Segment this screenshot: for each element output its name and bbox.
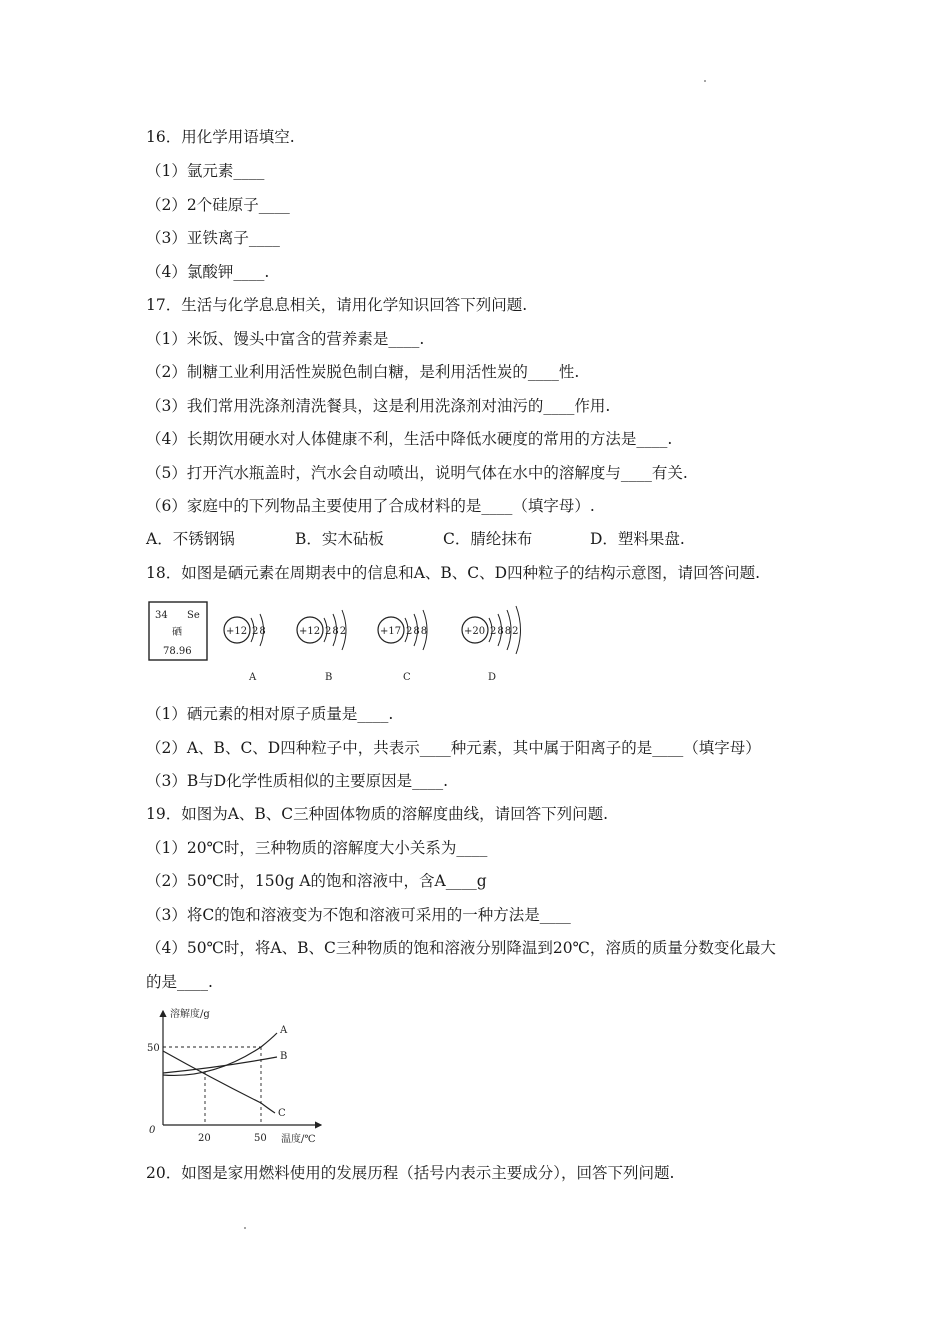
particle-c-label: C	[403, 672, 411, 683]
particle-d-diagram	[462, 606, 521, 683]
q17-option-d: D．塑料果盘.	[590, 530, 685, 548]
q17-item-3: （3）我们常用洗涤剂清洗餐具，这是利用洗涤剂对油污的____作用.	[146, 397, 611, 415]
solubility-curve-figure	[143, 1005, 343, 1145]
element-mass: 78.96	[163, 646, 192, 657]
page-dot-top	[704, 80, 706, 82]
particle-a-shells: 28	[252, 626, 267, 637]
particle-d-shells: 2882	[490, 626, 520, 637]
page-dot-bottom	[244, 1227, 246, 1229]
q19-item-4: （4）50℃时，将A、B、C三种物质的饱和溶液分别降温到20℃，溶质的质量分数变化最大	[146, 939, 776, 957]
particle-a-label: A	[249, 672, 257, 683]
particle-b-shells: 282	[325, 626, 348, 637]
curve-b	[163, 1057, 277, 1073]
q17-item-4: （4）长期饮用硬水对人体健康不利，生活中降低水硬度的常用的方法是____.	[146, 430, 673, 448]
element-number: 34	[155, 610, 168, 621]
q17-option-c: C．腈纶抹布	[443, 530, 533, 548]
q17-item-5: （5）打开汽水瓶盖时，汽水会自动喷出，说明气体在水中的溶解度与____有关.	[146, 464, 688, 482]
q17-item-1: （1）米饭、馒头中富含的营养素是____.	[146, 330, 425, 348]
curve-label-c: C	[278, 1108, 286, 1119]
q17-item-2: （2）制糖工业利用活性炭脱色制白糖，是利用活性炭的____性.	[146, 363, 580, 381]
q16-item-1: （1）氩元素____	[146, 162, 265, 180]
q19-item-2: （2）50℃时，150g A的饱和溶液中，含A____g	[146, 872, 487, 890]
element-name: 硒	[172, 627, 182, 638]
particle-b-label: B	[325, 672, 333, 683]
q17-title: 17．生活与化学息息相关，请用化学知识回答下列问题.	[146, 296, 528, 314]
q17-item-6: （6）家庭中的下列物品主要使用了合成材料的是____（填字母）.	[146, 497, 595, 515]
particle-b-nucleus: +12	[299, 626, 321, 637]
particle-a-nucleus: +12	[226, 626, 248, 637]
q16-title: 16．用化学用语填空.	[146, 128, 295, 146]
curve-label-a: A	[280, 1025, 288, 1036]
q16-item-2: （2）2个硅原子____	[146, 196, 290, 214]
q19-item-1: （1）20℃时，三种物质的溶解度大小关系为____	[146, 839, 488, 857]
curve-label-b: B	[280, 1051, 288, 1062]
q17-option-a: A．不锈钢锅	[146, 530, 235, 548]
q18-item-3: （3）B与D化学性质相似的主要原因是____.	[146, 772, 449, 790]
graph-xlabel: 温度/℃	[281, 1134, 316, 1145]
graph-x-tick-20: 20	[198, 1133, 211, 1144]
element-symbol: Se	[187, 610, 200, 621]
particle-c-nucleus: +17	[380, 626, 402, 637]
q19-item-3: （3）将C的饱和溶液变为不饱和溶液可采用的一种方法是____	[146, 906, 571, 924]
q18-item-2: （2）A、B、C、D四种粒子中，共表示____种元素，其中属于阳离子的是____（填字母）	[146, 739, 761, 757]
q16-item-4: （4）氯酸钾____.	[146, 263, 270, 281]
particle-d-label: D	[488, 672, 497, 683]
particle-d-nucleus: +20	[464, 626, 486, 637]
graph-origin: 0	[149, 1125, 156, 1136]
q16-item-3: （3）亚铁离子____	[146, 229, 280, 247]
particle-c-shells: 288	[406, 626, 429, 637]
graph-y-tick-50: 50	[147, 1043, 160, 1054]
q18-item-1: （1）硒元素的相对原子质量是____.	[146, 705, 394, 723]
curve-a	[163, 1033, 277, 1075]
q17-option-b: B．实木砧板	[295, 530, 384, 548]
particle-b-diagram	[297, 610, 347, 683]
q20-title: 20．如图是家用燃料使用的发展历程（括号内表示主要成分），回答下列问题.	[146, 1164, 675, 1182]
graph-ylabel: 溶解度/g	[170, 1009, 210, 1020]
particle-a-diagram	[224, 614, 267, 683]
atomic-structure-figure	[143, 596, 543, 688]
q19-title: 19．如图为A、B、C三种固体物质的溶解度曲线，请回答下列问题.	[146, 805, 609, 823]
q19-item-5: 的是____.	[146, 973, 213, 991]
q18-title: 18．如图是硒元素在周期表中的信息和A、B、C、D四种粒子的结构示意图，请回答问题.	[146, 564, 761, 582]
particle-c-diagram	[378, 610, 428, 683]
graph-x-tick-50: 50	[254, 1133, 267, 1144]
